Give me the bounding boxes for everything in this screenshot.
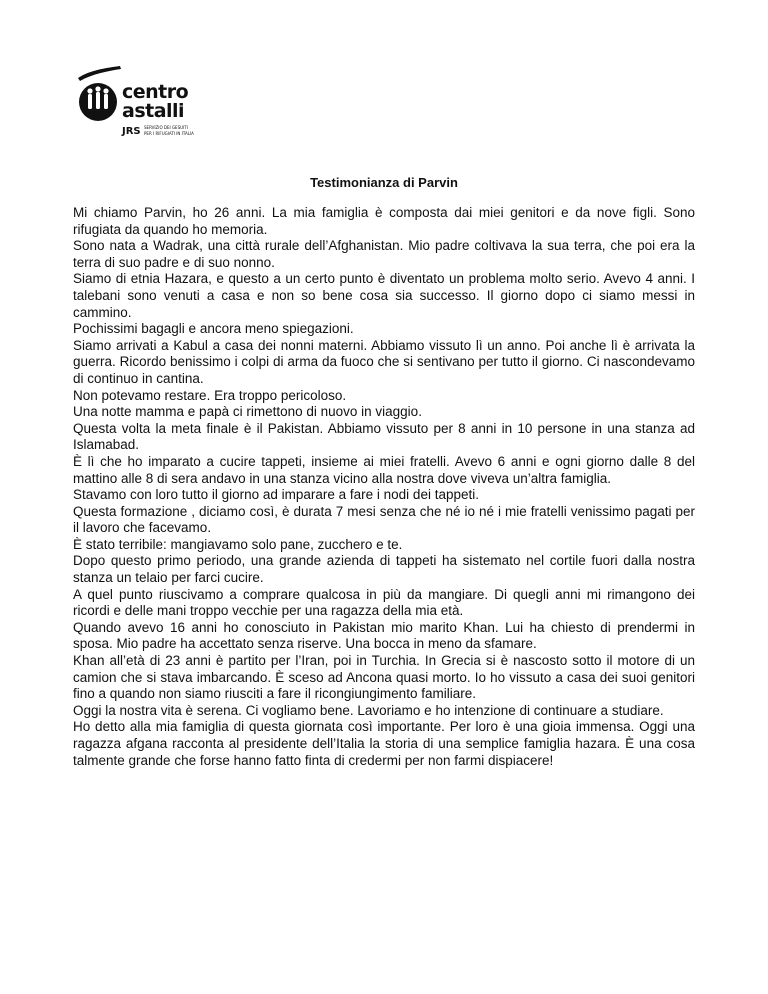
paragraph: Non potevamo restare. Era troppo pericoloso. [73, 387, 347, 403]
paragraph: Ho detto alla mia famiglia di questa giornata così importante. Per loro è una gioia immensa. Oggi una ragazza afgana racconta al presidente dell’Italia la storia di una semplice famiglia hazara. È una cosa talmente grande che forse hanno fatto finta di credermi per non farmi dispiacere! [73, 719, 695, 768]
document-body [73, 205, 695, 769]
logo-word-centro: centro [122, 81, 189, 103]
document-title: Testimonianza di Parvin [310, 175, 458, 190]
logo-jrs-subtitle [144, 125, 194, 136]
paragraph: Sono nata a Wadrak, una città rurale dell’Afghanistan. Mio padre coltivava la sua terra, che poi era la terra di suo padre e di suo nonno. [73, 238, 695, 270]
paragraph: Questa formazione , diciamo così, è durata 7 mesi senza che né io né i mie fratelli venissimo pagati per il lavoro che facevamo. [73, 503, 695, 536]
paragraph: È lì che ho imparato a cucire tappeti, insieme ai miei fratelli. Avevo 6 anni e ogni giorno dalle 8 del mattino alle 8 di sera andavo in una stanza vicino alla nostra dove viveva un’altra famiglia. [73, 453, 695, 486]
paragraph: Quando avevo 16 anni ho conosciuto in Pakistan mio marito Khan. Lui ha chiesto di prendermi in sposa. Mio padre ha accettato senza riserve. Una bocca in meno da sfamare. [73, 619, 695, 652]
paragraph: Mi chiamo Parvin, ho 26 anni. La mia famiglia è composta dai miei genitori e da nove figli. Sono rifugiata da quando ho memoria. [73, 205, 695, 237]
paragraph: Khan all’età di 23 anni è partito per l’Iran, poi in Turchia. In Grecia si è nascosto sotto il motore di un camion che si stava imbarcando. È sceso ad Ancona quasi morto. Io ho vissuto a casa dei suoi genitori fino a quando non siamo riusciti a fare il ricongiungimento familiare. [73, 653, 695, 702]
paragraph: Pochissimi bagagli e ancora meno spiegazioni. [73, 321, 354, 337]
logo-word-astalli: astalli [122, 100, 185, 122]
centro-astalli-logo [76, 64, 226, 144]
paragraph: Questa volta la meta finale è il Pakistan. Abbiamo vissuto per 8 anni in 10 persone in una stanza ad Islamabad. [73, 420, 695, 453]
paragraph: Dopo questo primo periodo, una grande azienda di tappeti ha sistemato nel cortile fuori dalla nostra stanza un telaio per farci cucire. [73, 553, 695, 586]
logo-jrs-subtitle-line2: PER I RIFUGIATI IN ITALIA [144, 130, 194, 136]
paragraph: Siamo arrivati a Kabul a casa dei nonni materni. Abbiamo vissuto lì un anno. Poi anche lì è arrivata la guerra. Ricordo benissimo i colpi di arma da fuoco che si sentivano per tutto il giorno. Ci nascondevamo di continuo in cantina. [73, 337, 695, 386]
paragraph: È stato terribile: mangiavamo solo pane, zucchero e te. [73, 536, 403, 552]
logo-jrs-subtitle-line1: SERVIZIO DEI GESUITI [144, 125, 188, 130]
logo-jrs: JRS [122, 126, 141, 137]
paragraph: A quel punto riuscivamo a comprare qualcosa in più da mangiare. Di quegli anni mi rimangono dei ricordi e delle mani troppo vecchie per una ragazza della mia età. [73, 586, 695, 619]
paragraph: Oggi la nostra vita è serena. Ci vogliamo bene. Lavoriamo e ho intenzione di continuare a studiare. [73, 702, 664, 718]
logo-emblem-icon [76, 64, 124, 124]
paragraph: Una notte mamma e papà ci rimettono di nuovo in viaggio. [73, 404, 422, 420]
paragraph: Stavamo con loro tutto il giorno ad imparare a fare i nodi dei tappeti. [73, 487, 479, 503]
paragraph: Siamo di etnia Hazara, e questo a un certo punto è diventato un problema molto serio. Avevo 4 anni. I talebani sono venuti a casa e non so bene cosa sia successo. Il giorno dopo ci siamo messi in cammino. [73, 271, 695, 320]
